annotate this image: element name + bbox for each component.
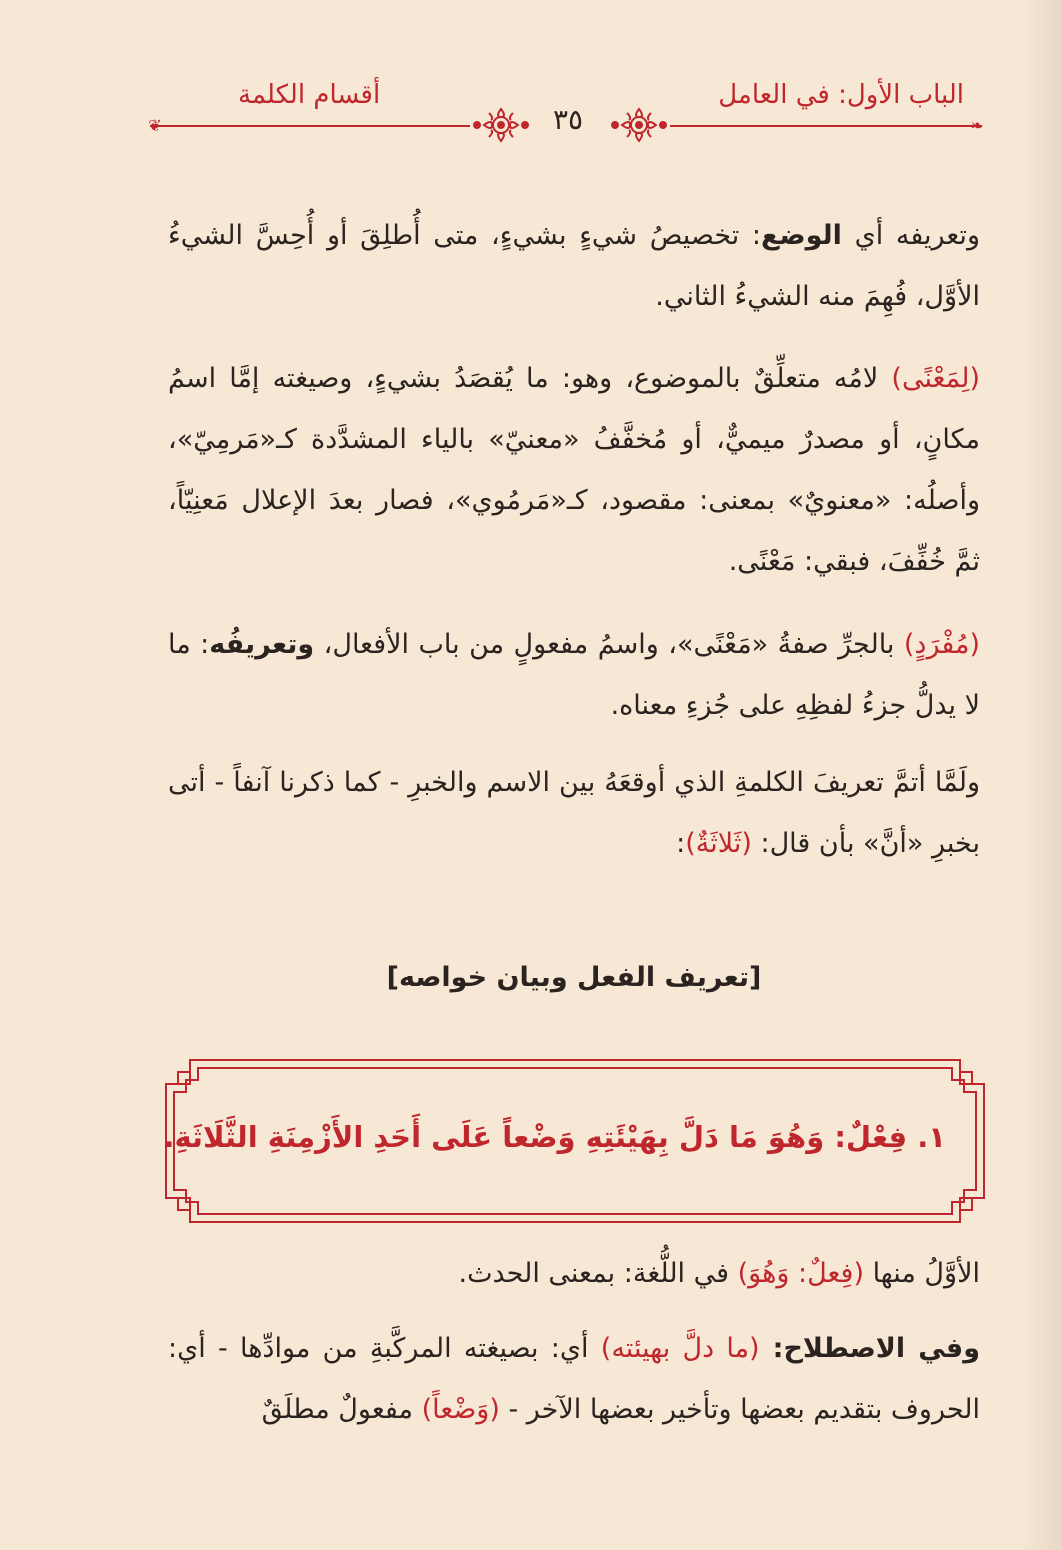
paragraph-definition-wad [168, 205, 980, 327]
paragraph-mana [168, 348, 980, 592]
page-header [150, 80, 982, 150]
page-edge-shadow [1020, 0, 1062, 1550]
page-number: ٣٥ [533, 103, 603, 136]
p2-term: (لِمَعْنًى) [891, 363, 980, 394]
p6-term2: (وَضْعاً) [421, 1394, 500, 1425]
p4-end: : [676, 828, 686, 859]
p6-text2: مفعولٌ مطلَقٌ [261, 1394, 422, 1425]
p4-term: (ثَلاثَةٌ) [685, 828, 752, 859]
matn-definition-fil: ١. فِعْلٌ: وَهُوَ مَا دَلَّ بِهَيْئَتِهِ وَضْعاً عَلَى أَحَدِ الأَزْمِنَةِ الثَّلَاثَةِ. [163, 1120, 946, 1154]
paragraph-istilah [168, 1318, 980, 1440]
section-heading: [تعريف الفعل وبيان خواصه] [386, 962, 762, 993]
p1-lead: وتعريفه أي [841, 220, 980, 251]
p3-term: (مُفْرَدٍ) [903, 629, 980, 660]
p3-text2: : ما لا يدلُّ جزءُ لفظِهِ على جُزءِ معناه. [168, 629, 980, 721]
p1-text: : تخصيصُ شيءٍ بشيءٍ، متى أُطلِقَ أو أُحِسَّ الشيءُ الأوَّل، فُهِمَ منه الشيءُ الثاني. [168, 220, 980, 312]
paragraph-thalatha [168, 752, 980, 874]
p6-term: (ما دلَّ بهيئته) [600, 1333, 760, 1364]
p6-text: أي: بصيغته المركَّبةِ من موادِّها - أي: الحروف بتقديم بعضها وتأخير بعضها الآخر - [168, 1333, 980, 1425]
paragraph-fil-lugha [168, 1243, 980, 1304]
p3-text: بالجرِّ صفةُ «مَعْنًى»، واسمُ مفعولٍ من باب الأفعال، [314, 629, 904, 660]
p5-term: (فِعلٌ: وَهُوَ) [737, 1258, 864, 1289]
rule-end-ornament-right: ❧ [970, 116, 984, 135]
p6-lead: وفي الاصطلاح: [759, 1333, 980, 1364]
p2-text: لامُه متعلِّقٌ بالموضوع، وهو: ما يُقصَدُ بشيءٍ، وصيغته إمَّا اسمُ مكانٍ، أو مصدرٌ ميميٌّ، أو مُخفَّفُ «معنيّ» بالياء المشدَّدة كـ«مَرمِيّ»، وأصلُه: «معنويٌ» بمعنى: مقصود، كـ«مَرمُوي»، فصار بعدَ الإعلال مَعنِيّاً، ثمَّ خُفِّفَ، فبقي: مَعْنًى. [168, 363, 980, 577]
section-title: أقسام الكلمة [238, 80, 381, 110]
p5-text: في اللُّغة: بمعنى الحدث. [458, 1258, 738, 1289]
rule-end-ornament-left: ❦ [148, 116, 162, 135]
matn-frame [164, 1058, 986, 1224]
chapter-title: الباب الأول: في العامل [718, 80, 964, 110]
rosette-ornament-left-icon [472, 106, 530, 144]
p5-lead: الأوَّلُ منها [863, 1258, 980, 1289]
p1-term: الوضع [761, 220, 842, 251]
p3-term2: وتعريفُه [209, 629, 315, 660]
rosette-ornament-right-icon [610, 106, 668, 144]
p4-text: ولَمَّا أتمَّ تعريفَ الكلمةِ الذي أوقعَهُ بين الاسم والخبرِ - كما ذكرنا آنفاً - أتى بخبرِ «أنَّ» بأن قال: [168, 767, 980, 859]
paragraph-mufrad [168, 614, 980, 736]
